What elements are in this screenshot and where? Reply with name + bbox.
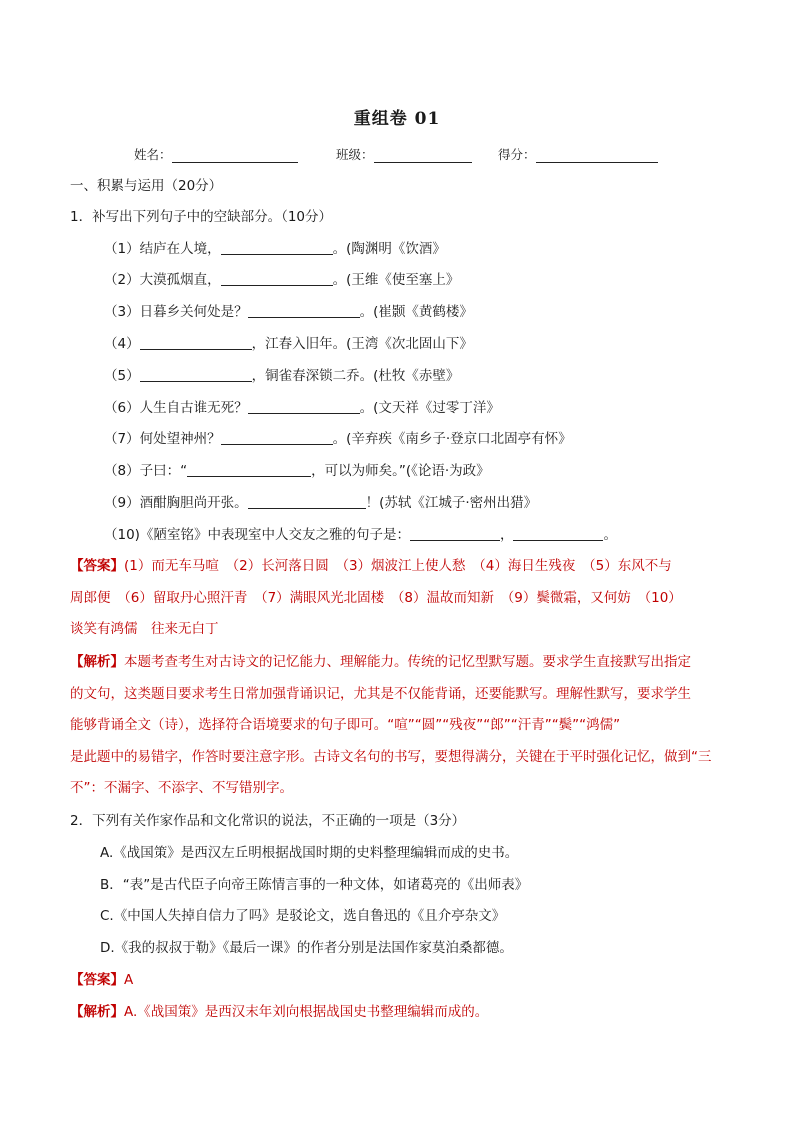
q1-item-1 (104, 239, 446, 259)
analysis-line-2: 的文句，这类题目要求考生日常加强背诵识记，尤其是不仅能背诵，还要能默写。理解性默写，要求学生 (70, 685, 691, 702)
analysis-line-5: 不”：不漏字、不添字、不写错别字。 (70, 780, 293, 797)
q1-item-3 (104, 302, 473, 322)
question-2-stem: 2．下列有关作家作品和文化常识的说法，不正确的一项是（3分） (70, 813, 466, 829)
answer-blank[interactable] (410, 526, 500, 541)
item-text: （3）日暮乡关何处是？ (104, 304, 248, 320)
q1-answer (70, 551, 730, 646)
item-end: 。 (603, 527, 617, 543)
class-field (336, 145, 472, 163)
analysis-line-4: 是此题中的易错字，作答时要注意字形。古诗文名句的书写，要想得满分，关键在于平时强化记忆，做到“三 (70, 748, 712, 765)
item-text: （5） (104, 368, 140, 384)
answer-blank[interactable] (221, 240, 333, 255)
q1-item-5 (104, 366, 459, 386)
answer-blank[interactable] (140, 367, 252, 382)
item-text: （7）何处望神州？ (104, 431, 221, 447)
page-title: 重组卷 01 (353, 109, 441, 129)
question-1-stem: 1．补写出下列句子中的空缺部分。（10分） (70, 209, 333, 225)
q1-item-9 (104, 493, 537, 513)
item-text: （2）大漠孤烟直， (104, 272, 221, 288)
class-blank[interactable] (374, 150, 472, 163)
item-source: ！(苏轼《江城子·密州出猎》 (365, 495, 538, 511)
item-source: 。(陶渊明《饮酒》 (332, 241, 446, 257)
q2-option-d[interactable]: D.《我的叔叔于勒》《最后一课》的作者分别是法国作家莫泊桑都德。 (100, 940, 513, 956)
item-sep: ， (499, 527, 514, 543)
item-text: （10)《陋室铭》中表现室中人交友之雅的句子是： (104, 527, 410, 543)
answer-line-3: 谈笑有鸿儒 往来无白丁 (70, 621, 219, 638)
q2-option-b[interactable]: B．“表”是古代臣子向帝王陈情言事的一种文体，如诸葛亮的《出师表》 (100, 877, 529, 893)
item-text: （1）结庐在人境， (104, 241, 221, 257)
item-source: 。(崔颢《黄鹤楼》 (359, 304, 473, 320)
q2-option-c[interactable]: C.《中国人失掉自信力了吗》是驳论文，选自鲁迅的《且介亭杂文》 (100, 908, 506, 924)
score-label: 得分： (498, 147, 536, 162)
q2-option-a[interactable]: A.《战国策》是西汉左丘明根据战国时期的史料整理编辑而成的史书。 (100, 845, 519, 861)
analysis-tag: 【解析】 (70, 654, 124, 670)
answer-blank[interactable] (140, 335, 252, 350)
q1-item-4 (104, 334, 473, 354)
item-text: （4） (104, 336, 140, 352)
name-label: 姓名： (134, 147, 172, 162)
answer-blank[interactable] (221, 430, 333, 445)
answer-tag: 【答案】 (70, 972, 124, 988)
q2-answer (70, 970, 133, 990)
q1-item-2 (104, 270, 459, 290)
item-source: 。(文天祥《过零丁洋》 (359, 400, 500, 416)
item-source: ，江春入旧年。(王湾《次北固山下》 (251, 336, 473, 352)
item-source: ，可以为师矣。”(《论语·为政》 (311, 463, 490, 479)
q1-item-10 (104, 525, 617, 545)
item-text: （6）人生自古谁无死？ (104, 400, 248, 416)
answer-line-2: 周郎便 （6）留取丹心照汗青 （7）满眼风光北固楼 （8）温故而知新 （9）鬓微霜，又何妨 （10） (70, 589, 682, 606)
q1-item-8 (104, 461, 490, 481)
item-text: （8）子曰：“ (104, 463, 188, 479)
answer-tag: 【答案】 (70, 558, 124, 574)
answer-blank[interactable] (187, 462, 311, 477)
answer-blank[interactable] (248, 494, 366, 509)
class-label: 班级： (336, 147, 374, 162)
name-field (134, 145, 298, 163)
answer-blank[interactable] (513, 526, 603, 541)
item-text: （9）酒酣胸胆尚开张。 (104, 495, 248, 511)
q2-analysis (70, 1002, 488, 1022)
q1-item-6 (104, 398, 500, 418)
score-blank[interactable] (536, 150, 658, 163)
answer-blank[interactable] (248, 399, 360, 414)
q1-analysis (70, 647, 730, 805)
name-blank[interactable] (172, 150, 298, 163)
section-heading: 一、积累与运用（20分） (70, 178, 223, 194)
item-source: ，铜雀春深锁二乔。(杜牧《赤壁》 (251, 368, 460, 384)
item-source: 。(辛弃疾《南乡子·登京口北固亭有怀》 (332, 431, 572, 447)
analysis-text: A.《战国策》是西汉末年刘向根据战国史书整理编辑而成的。 (124, 1004, 489, 1020)
answer-value: A (124, 972, 134, 988)
answer-line-1: (1）而无车马喧 （2）长河落日圆 （3）烟波江上使人愁 （4）海日生残夜 （5）东风不与 (124, 558, 672, 574)
answer-blank[interactable] (248, 303, 360, 318)
answer-blank[interactable] (221, 271, 333, 286)
analysis-line-3: 能够背诵全文（诗），选择符合语境要求的句子即可。“喧”“圆”“残夜”“郎”“汗青”“鬓”“鸿儒” (70, 717, 621, 734)
q1-item-7 (104, 429, 572, 449)
score-field (498, 145, 658, 163)
item-source: 。(王维《使至塞上》 (332, 272, 460, 288)
analysis-tag: 【解析】 (70, 1004, 124, 1020)
analysis-line-1: 本题考查考生对古诗文的记忆能力、理解能力。传统的记忆型默写题。要求学生直接默写出指定 (124, 654, 691, 670)
